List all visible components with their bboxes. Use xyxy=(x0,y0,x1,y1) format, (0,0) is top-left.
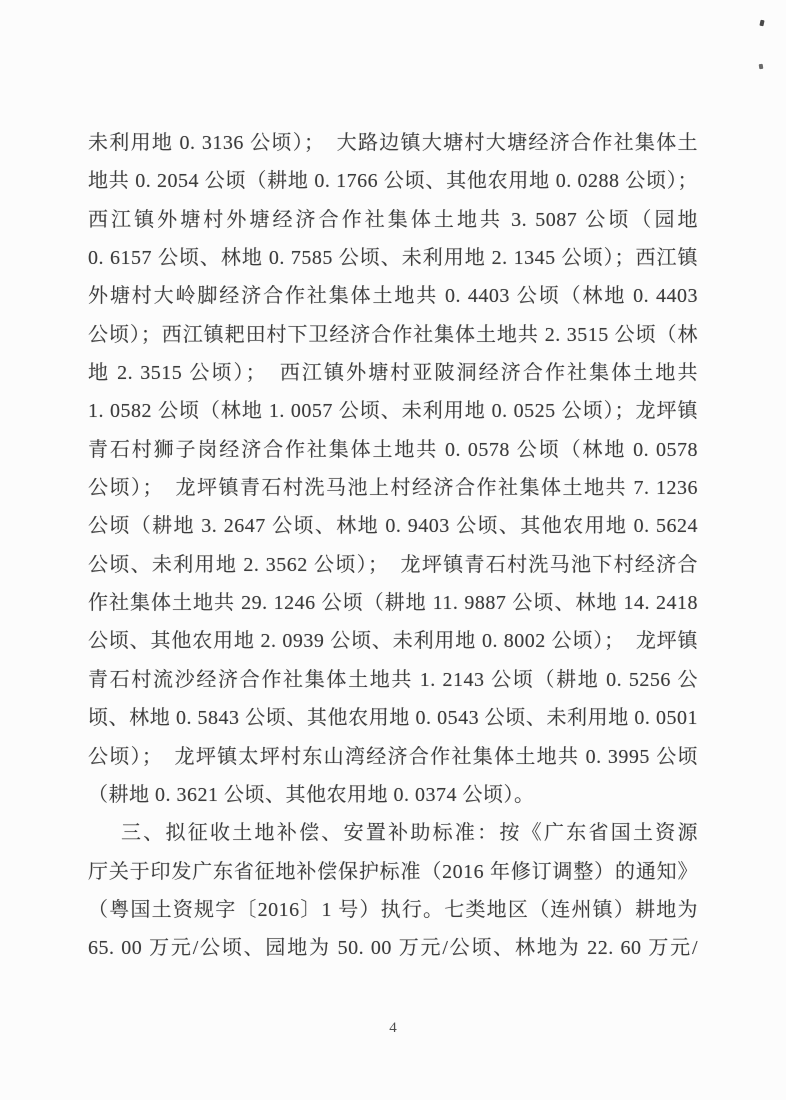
scan-artifact-speck xyxy=(759,20,764,27)
text-line: 公顷）； 龙坪镇青石村洗马池上村经济合作社集体土地共 7. 1236 xyxy=(88,477,698,500)
text-line: 作社集体土地共 29. 1246 公顷（耕地 11. 9887 公顷、林地 14. 2418 xyxy=(88,592,698,615)
text-line: 公顷、未利用地 2. 3562 公顷）； 龙坪镇青石村洗马池下村经济合 xyxy=(88,553,698,576)
scan-artifact-speck xyxy=(759,64,764,70)
page-number: 4 xyxy=(389,1020,397,1036)
text-line: 青石村流沙经济合作社集体土地共 1. 2143 公顷（耕地 0. 5256 公 xyxy=(88,668,698,691)
text-line: （耕地 0. 3621 公顷、其他农用地 0. 0374 公顷）。 xyxy=(88,783,535,806)
document-body xyxy=(88,124,698,968)
text-line: （粤国土资规字〔2016〕1 号）执行。七类地区（连州镇）耕地为 xyxy=(88,898,698,921)
text-line: 青石村狮子岗经济合作社集体土地共 0. 0578 公顷（林地 0. 0578 xyxy=(88,438,698,461)
text-line: 厅关于印发广东省征地补偿保护标准（2016 年修订调整）的通知》 xyxy=(88,860,698,883)
text-line-section-heading: 三、拟征收土地补偿、安置补助标准：按《广东省国土资源 xyxy=(121,822,698,845)
text-line: 地 2. 3515 公顷）； 西江镇外塘村亚陂洞经济合作社集体土地共 xyxy=(88,362,698,385)
text-line: 西江镇外塘村外塘经济合作社集体土地共 3. 5087 公顷（园地 xyxy=(88,208,698,231)
text-line: 1. 0582 公顷（林地 1. 0057 公顷、未利用地 0. 0525 公顷）；龙坪镇 xyxy=(88,400,698,423)
text-line: 公顷）； 龙坪镇太坪村东山湾经济合作社集体土地共 0. 3995 公顷 xyxy=(88,745,698,768)
text-line: 65. 00 万元/公顷、园地为 50. 00 万元/公顷、林地为 22. 60 万元/ xyxy=(88,937,698,960)
text-line: 公顷（耕地 3. 2647 公顷、林地 0. 9403 公顷、其他农用地 0. 5624 xyxy=(88,515,698,538)
text-line: 地共 0. 2054 公顷（耕地 0. 1766 公顷、其他农用地 0. 0288 公顷）； xyxy=(88,170,698,193)
text-line: 未利用地 0. 3136 公顷）； 大路边镇大塘村大塘经济合作社集体土 xyxy=(88,132,698,154)
text-line: 公顷、其他农用地 2. 0939 公顷、未利用地 0. 8002 公顷）； 龙坪镇 xyxy=(88,630,698,653)
text-line: 外塘村大岭脚经济合作社集体土地共 0. 4403 公顷（林地 0. 4403 xyxy=(88,285,698,308)
text-line: 公顷）；西江镇耙田村下卫经济合作社集体土地共 2. 3515 公顷（林 xyxy=(88,323,698,346)
text-line: 0. 6157 公顷、林地 0. 7585 公顷、未利用地 2. 1345 公顷）；西江镇 xyxy=(88,247,698,270)
text-line: 顷、林地 0. 5843 公顷、其他农用地 0. 0543 公顷、未利用地 0. 0501 xyxy=(88,707,698,730)
